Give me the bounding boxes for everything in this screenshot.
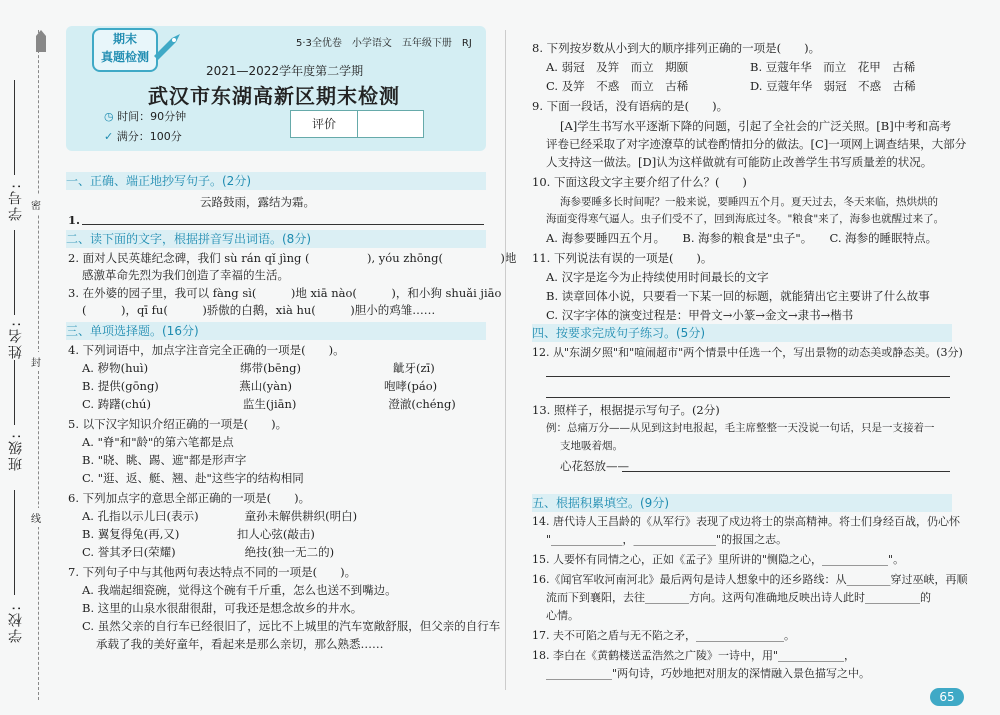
exam-time-text: 时间：90分钟 — [117, 110, 187, 123]
question-11-option-b: B. 读章回体小说，只要看一下某一回的标题，就能猜出它主要讲了什么故事 — [546, 289, 930, 303]
badge-line-2: 真题检测 — [100, 50, 149, 64]
binding-sidebar — [0, 0, 62, 715]
question-4-option-b: B. 提供(gōng) 燕山(yàn) 咆哮(páo) — [82, 379, 438, 393]
question-6-option-a: A. 孔指以示儿曰(表示) 童孙未解供耕织(明白) — [82, 509, 358, 523]
question-8-option-c: C. 及笄 不惑 而立 古稀 — [546, 79, 689, 93]
evaluation-label: 评价 — [291, 111, 358, 137]
school-field[interactable] — [14, 490, 16, 595]
question-9: 9. 下面一段话，没有语病的是( )。 — [532, 99, 729, 113]
school-year: 2021—2022学年度第二学期 — [206, 64, 364, 78]
question-18-cont: ____________"两句诗，巧妙地把对朋友的深情融入景色描写之中。 — [546, 667, 871, 680]
question-7: 7. 下列句子中与其他两句表达特点不同的一项是( )。 — [68, 565, 357, 579]
rocket-icon — [150, 30, 184, 60]
question-4: 4. 下列词语中，加点字注音完全正确的一项是( )。 — [68, 343, 345, 357]
question-2-cont: 感激革命先烈为我们创造了幸福的生活。 — [82, 268, 289, 282]
question-14-cont: "_____________，_______________"的报国之志。 — [546, 533, 788, 546]
question-3: 3. 在外婆的园子里，我可以 fàng sì( )地 xiā nào( )，和小狗 shuǎi jiāo — [68, 286, 502, 300]
section-5-heading: 五、根据积累填空。(9分) — [532, 494, 952, 512]
check-icon: ✓ — [104, 130, 117, 143]
exam-score-total — [104, 128, 182, 144]
question-7-option-a: A. 我端起细瓷碗，觉得这个碗有千斤重，怎么也送不到嘴边。 — [82, 583, 397, 597]
question-4-option-a: A. 秽物(huì) 绑带(bēng) 龇牙(zī) — [82, 361, 435, 375]
question-10-passage-1: 海参要睡多长时间呢？一般来说，要睡四五个月。夏天过去，冬天来临，热烘烘的 — [560, 196, 938, 208]
question-5-option-c: C. "逛、返、艇、翘、赴"这些字的结构相同 — [82, 471, 304, 485]
question-9-passage-3: 人支持这一做法。[D]认为这样做就有可能防止改善学生书写质量差的状况。 — [546, 155, 933, 169]
question-8-option-d: D. 豆蔻年华 弱冠 不惑 古稀 — [750, 79, 916, 93]
question-6-option-c: C. 誉其矛曰(荣耀) 绝技(独一无二的) — [82, 545, 335, 559]
question-11-option-a: A. 汉字是迄今为止持续使用时间最长的文字 — [546, 270, 769, 284]
question-8: 8. 下列按岁数从小到大的顺序排列正确的一项是( )。 — [532, 41, 821, 55]
question-5: 5. 以下汉字知识介绍正确的一项是( )。 — [68, 417, 288, 431]
student-id-label: 学号: — [8, 182, 24, 221]
section-4-heading: 四、按要求完成句子练习。(5分) — [532, 324, 952, 342]
question-3-cont: ( )，qī fu( )骄傲的白鹅，xià hu( )胆小的鸡雏…… — [82, 303, 436, 317]
question-2: 2. 面对人民英雄纪念碑，我们 sù rán qǐ jìng ( ), yóu zhōng( )地 — [68, 251, 517, 265]
exam-time — [104, 108, 186, 124]
question-10: 10. 下面这段文字主要介绍了什么？( ) — [532, 175, 747, 189]
question-9-passage-1: [A]学生书写水平逐渐下降的问题，引起了全社会的广泛关照。[B]中考和高考 — [560, 119, 952, 133]
question-5-option-b: B. "晓、眺、踢、遮"都是形声字 — [82, 453, 247, 467]
question-16-cont: 流而下到襄阳，去往________方向。这两句准确地反映出诗人此时__________的 — [546, 591, 931, 604]
question-18: 18. 李白在《黄鹤楼送孟浩然之广陵》一诗中，用"____________， — [532, 649, 856, 662]
question-13-prompt: 心花怒放—— — [560, 459, 629, 473]
question-15: 15. 人要怀有同情之心，正如《孟子》里所讲的"恻隐之心，____________"。 — [532, 553, 905, 566]
question-7-option-c: C. 虽然父亲的自行车已经很旧了，远比不上城里的汽车宽敞舒服，但父亲的自行车 — [82, 619, 501, 633]
question-10-passage-2: 海面变得寒气逼人。虫子们受不了，回到海底过冬。"粮食"来了，海参也就醒过来了。 — [546, 213, 945, 225]
series-label: 5·3全优卷 小学语文 五年级下册 RJ — [296, 38, 472, 49]
school-label: 学校: — [8, 604, 24, 643]
exam-badge — [92, 28, 158, 72]
column-divider — [505, 30, 506, 690]
name-label: 姓名: — [8, 320, 24, 359]
question-7-option-b: B. 这里的山泉水很甜很甜，可我还是想念故乡的井水。 — [82, 601, 363, 615]
seal-mark-top: 密 — [31, 195, 41, 214]
question-16: 16.《闻官军收河南河北》最后两句是诗人想象中的还乡路线：从________穿过巫峡，再顺 — [532, 573, 968, 586]
class-field[interactable] — [14, 360, 16, 425]
question-7-option-c-cont: 承载了我的美好童年，看起来是那么亲切，那么熟悉…… — [96, 637, 384, 651]
question-5-option-a: A. "脊"和"龄"的第六笔都是点 — [82, 435, 234, 449]
seal-mark-bottom: 线 — [31, 508, 41, 527]
question-4-option-c: C. 踌躇(chú) 监生(jiān) 澄澈(chéng) — [82, 397, 456, 411]
seal-mark-middle: 封 — [31, 352, 41, 371]
answer-line-13[interactable] — [622, 471, 950, 472]
question-13-example: 例：总痛万分——从见到这封电报起，毛主席整整一天没说一句话，只是一支接着一 — [546, 422, 935, 434]
question-13: 13. 照样子，根据提示写句子。(2分) — [532, 403, 720, 417]
question-17: 17. 夫不可陷之盾与无不陷之矛，________________。 — [532, 629, 795, 642]
name-field[interactable] — [14, 230, 16, 315]
exam-title: 武汉市东湖高新区期末检测 — [148, 84, 400, 108]
evaluation-box[interactable] — [290, 110, 424, 138]
page-number: 65 — [930, 688, 964, 706]
section-2-heading: 二、读下面的文字，根据拼音写出词语。(8分) — [66, 230, 486, 248]
question-12: 12. 从"东湖夕照"和"喧闹超市"两个情景中任选一个，写出景物的动态美或静态美。(3分) — [532, 346, 963, 359]
class-label: 班级: — [8, 432, 24, 471]
clock-icon: ◷ — [104, 110, 118, 123]
question-11: 11. 下列说法有误的一项是( )。 — [532, 251, 713, 265]
question-8-option-b: B. 豆蔻年华 而立 花甲 古稀 — [750, 60, 916, 74]
student-id-field[interactable] — [14, 80, 16, 175]
question-14: 14. 唐代诗人王昌龄的《从军行》表现了戍边将士的崇高精神。将士们身经百战，仍心怀 — [532, 515, 960, 528]
section-3-heading: 三、单项选择题。(16分) — [66, 322, 486, 340]
question-16-end: 心情。 — [546, 609, 579, 622]
question-11-option-c: C. 汉字字体的演变过程是：甲骨文→小篆→金文→隶书→楷书 — [546, 308, 854, 322]
answer-line-12b[interactable] — [546, 397, 950, 398]
answer-line-12a[interactable] — [546, 376, 950, 377]
question-13-example-cont: 支地吸着烟。 — [560, 440, 623, 452]
question-6-option-b: B. 翼复得兔(再,又) 扣人心弦(敲击) — [82, 527, 315, 541]
answer-line-1[interactable] — [82, 224, 484, 225]
copy-sentence: 云路鼓雨，露结为霜。 — [200, 195, 315, 209]
question-6: 6. 下列加点字的意思全部正确的一项是( )。 — [68, 491, 311, 505]
exam-score-total-text: 满分：100分 — [116, 130, 182, 143]
question-1-number: 1. — [68, 213, 81, 227]
section-1-heading: 一、正确、端正地抄写句子。(2分) — [66, 172, 486, 190]
badge-line-1: 期末 — [112, 32, 137, 46]
question-9-passage-2: 评卷已经采取了对字迹潦草的试卷酌情扣分的做法。[C]一项网上调查结果，大部分 — [546, 137, 967, 151]
question-8-option-a: A. 弱冠 及笄 而立 期颐 — [546, 60, 689, 74]
question-10-options: A. 海参要睡四五个月。 B. 海参的粮食是"虫子"。 C. 海参的睡眠特点。 — [546, 231, 938, 245]
